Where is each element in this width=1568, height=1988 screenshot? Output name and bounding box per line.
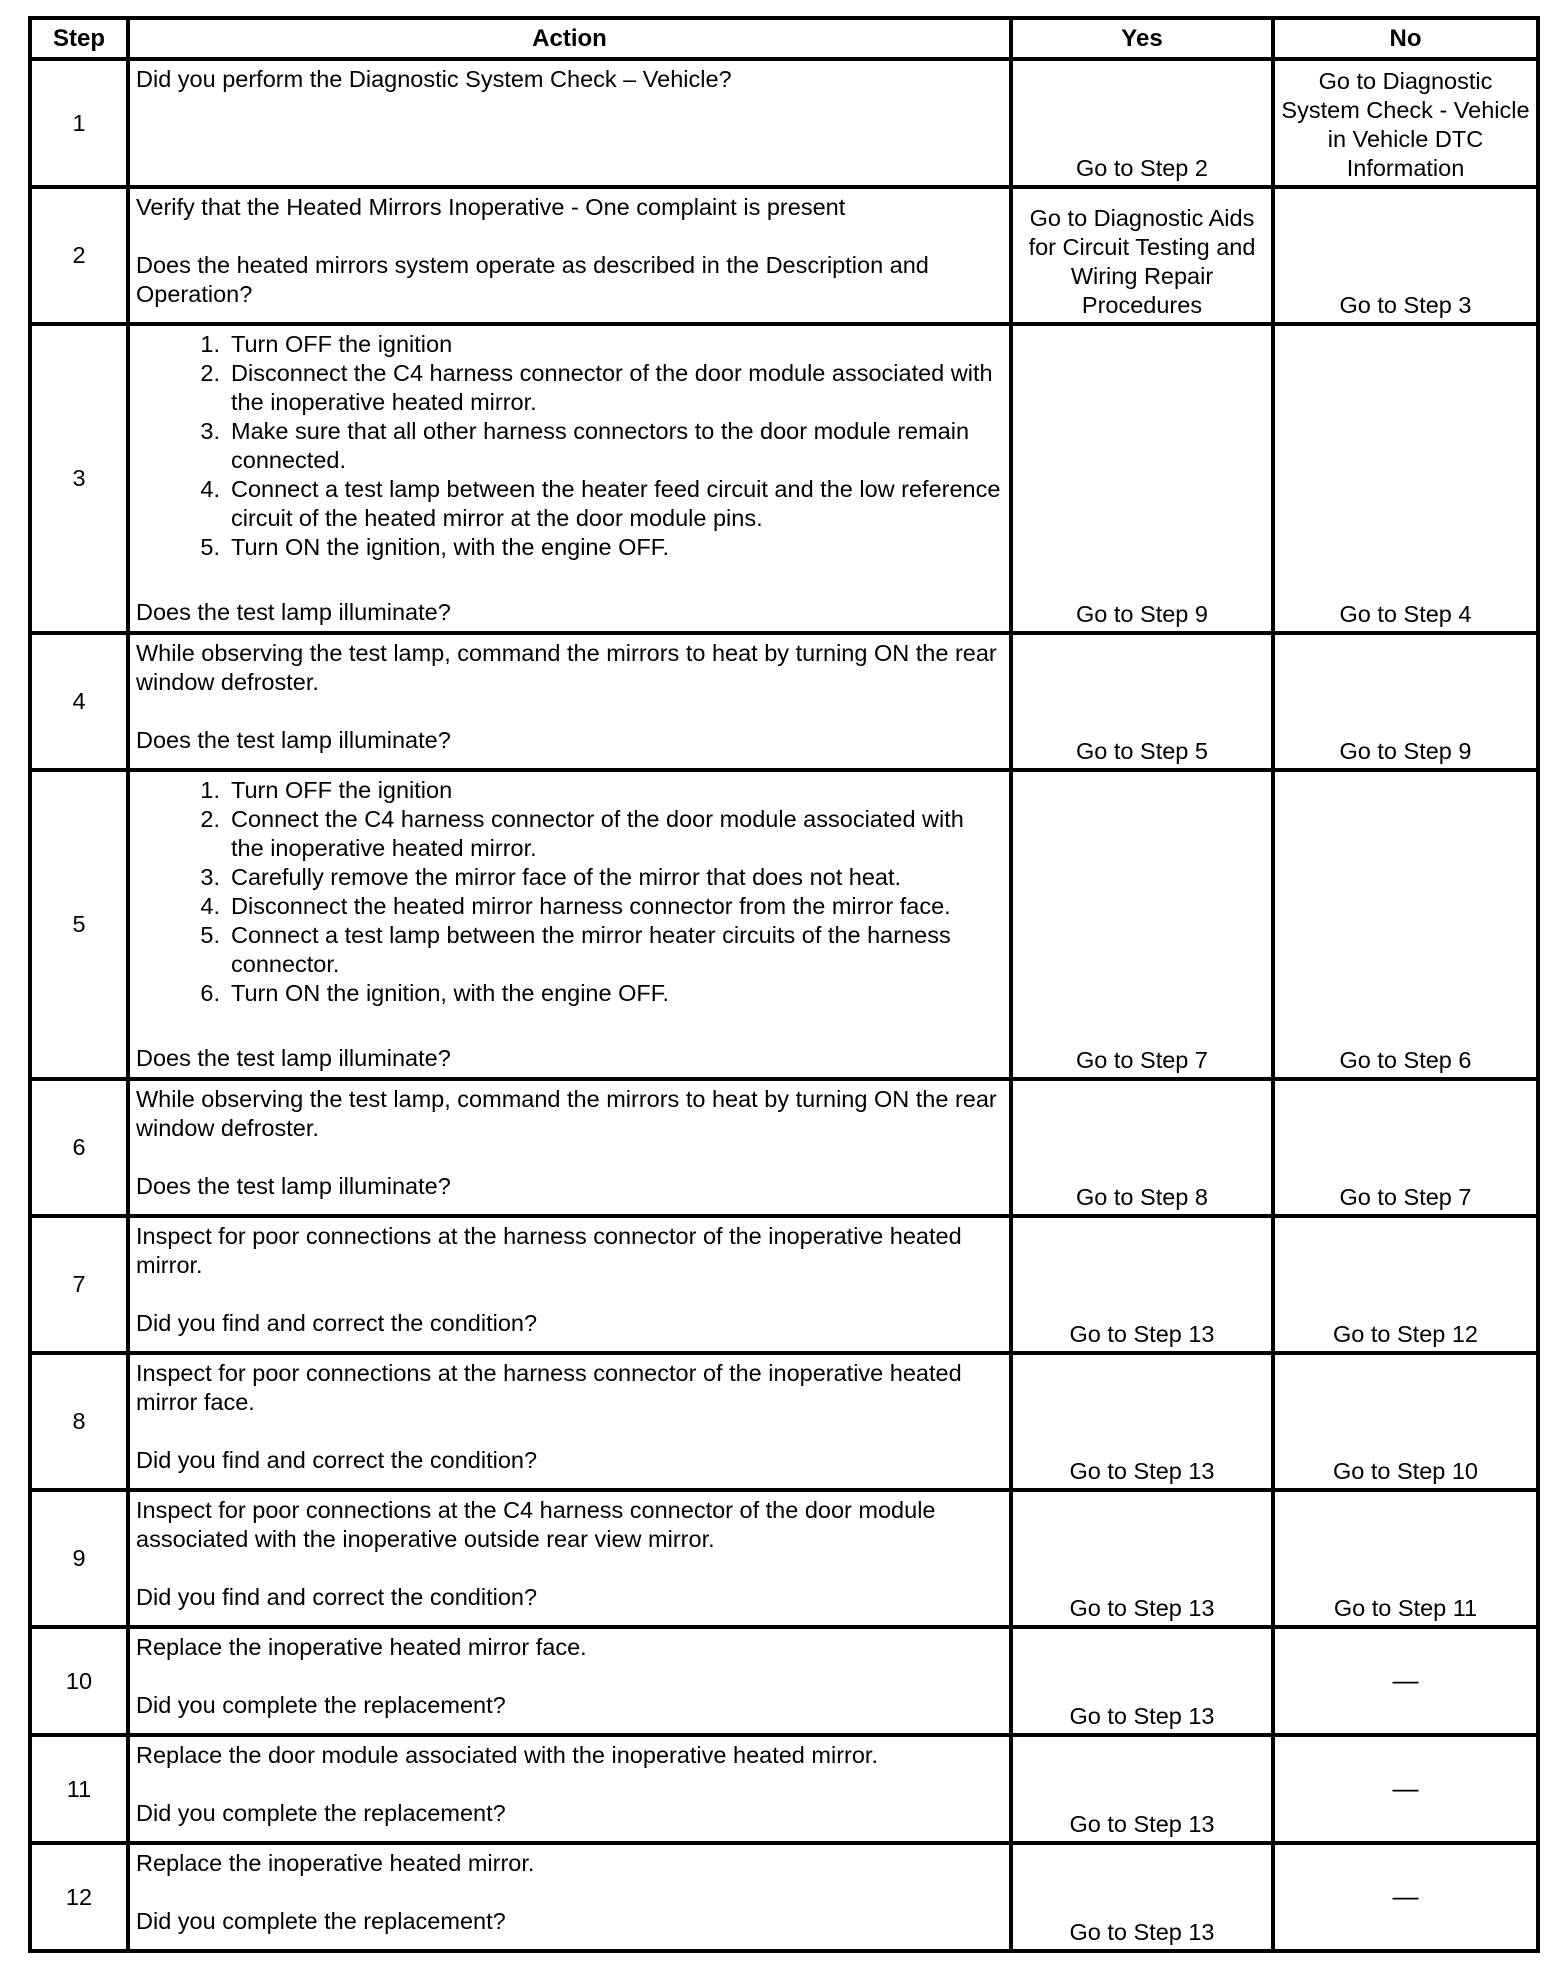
action-question: Does the test lamp illuminate?: [136, 1045, 451, 1071]
no-cell: Go to Step 3: [1273, 187, 1538, 324]
action-question: Did you find and correct the condition?: [136, 1310, 538, 1336]
no-cell: Go to Diagnostic System Check - Vehicle in Vehicle DTC Information: [1273, 59, 1538, 187]
list-item: 2. Connect the C4 harness connector of the door module associated with the inoperative heated mirror.: [200, 806, 964, 861]
action-text: Verify that the Heated Mirrors Inoperative - One complaint is present: [136, 194, 846, 220]
table-row: [30, 633, 1538, 770]
list-item: 1. Turn OFF the ignition: [200, 777, 453, 803]
action-cell: [128, 324, 1011, 633]
action-question: Does the test lamp illuminate?: [136, 599, 451, 625]
no-cell: Go to Step 7: [1273, 1079, 1538, 1216]
table-row: [30, 770, 1538, 1079]
action-text: While observing the test lamp, command the mirrors to heat by turning ON the rear window defroster.: [136, 1086, 997, 1141]
no-cell: —: [1273, 1627, 1538, 1735]
action-question: Did you complete the replacement?: [136, 1908, 506, 1934]
list-item: 5. Turn ON the ignition, with the engine OFF.: [200, 534, 670, 560]
no-cell: Go to Step 10: [1273, 1353, 1538, 1490]
table-row: [30, 324, 1538, 633]
action-cell: [128, 59, 1011, 187]
step-number: 4: [30, 633, 128, 770]
action-question: Does the test lamp illuminate?: [136, 1173, 451, 1199]
step-number: 5: [30, 770, 128, 1079]
action-text: Replace the inoperative heated mirror face.: [136, 1634, 587, 1660]
yes-cell: Go to Step 13: [1011, 1490, 1273, 1627]
step-number: 12: [30, 1843, 128, 1951]
action-cell: [128, 633, 1011, 770]
list-item: 5. Connect a test lamp between the mirror heater circuits of the harness connector.: [200, 922, 951, 977]
action-text: Inspect for poor connections at the C4 harness connector of the door module associated with the inoperative outside rear view mirror.: [136, 1497, 936, 1552]
action-question: Did you find and correct the condition?: [136, 1447, 538, 1473]
action-cell: [128, 1490, 1011, 1627]
action-question: Does the test lamp illuminate?: [136, 727, 451, 753]
no-cell: Go to Step 6: [1273, 770, 1538, 1079]
step-number: 1: [30, 59, 128, 187]
diagnostic-table: [28, 16, 1540, 1953]
action-text: Replace the inoperative heated mirror.: [136, 1850, 535, 1876]
table-row: [30, 59, 1538, 187]
action-cell: [128, 1353, 1011, 1490]
yes-cell: Go to Step 2: [1011, 59, 1273, 187]
header-yes: Yes: [1011, 18, 1273, 59]
step-number: 11: [30, 1735, 128, 1843]
header-action: Action: [128, 18, 1011, 59]
no-cell: Go to Step 12: [1273, 1216, 1538, 1353]
action-question: Did you complete the replacement?: [136, 1800, 506, 1826]
step-number: 7: [30, 1216, 128, 1353]
action-cell: [128, 1079, 1011, 1216]
action-cell: [128, 1216, 1011, 1353]
yes-cell: Go to Step 13: [1011, 1216, 1273, 1353]
action-text: Did you perform the Diagnostic System Check – Vehicle?: [136, 66, 732, 92]
action-cell: [128, 187, 1011, 324]
action-question: Did you complete the replacement?: [136, 1692, 506, 1718]
no-cell: Go to Step 4: [1273, 324, 1538, 633]
yes-cell: Go to Step 13: [1011, 1843, 1273, 1951]
action-steps-list: [136, 776, 1003, 1008]
table-row: [30, 187, 1538, 324]
header-row: [30, 18, 1538, 59]
table-row: [30, 1843, 1538, 1951]
table-row: [30, 1627, 1538, 1735]
action-question: Did you find and correct the condition?: [136, 1584, 538, 1610]
list-item: 3. Make sure that all other harness connectors to the door module remain connected.: [200, 418, 970, 473]
no-cell: —: [1273, 1735, 1538, 1843]
action-cell: [128, 1735, 1011, 1843]
action-steps-list: [136, 330, 1003, 562]
list-item: 1. Turn OFF the ignition: [200, 331, 453, 357]
step-number: 3: [30, 324, 128, 633]
action-cell: [128, 1843, 1011, 1951]
table-row: [30, 1216, 1538, 1353]
no-cell: —: [1273, 1843, 1538, 1951]
action-text: Replace the door module associated with the inoperative heated mirror.: [136, 1742, 878, 1768]
yes-cell: Go to Step 13: [1011, 1735, 1273, 1843]
yes-cell: Go to Step 13: [1011, 1353, 1273, 1490]
action-question: Does the heated mirrors system operate as described in the Description and Operation?: [136, 252, 929, 307]
yes-cell: Go to Diagnostic Aids for Circuit Testing and Wiring Repair Procedures: [1011, 187, 1273, 324]
table-row: [30, 1490, 1538, 1627]
yes-cell: Go to Step 5: [1011, 633, 1273, 770]
yes-cell: Go to Step 9: [1011, 324, 1273, 633]
list-item: 2. Disconnect the C4 harness connector of the door module associated with the inoperative heated mirror.: [200, 360, 993, 415]
table-row: [30, 1735, 1538, 1843]
header-no: No: [1273, 18, 1538, 59]
no-cell: Go to Step 11: [1273, 1490, 1538, 1627]
action-text: Inspect for poor connections at the harness connector of the inoperative heated mirror.: [136, 1223, 962, 1278]
yes-cell: Go to Step 13: [1011, 1627, 1273, 1735]
step-number: 10: [30, 1627, 128, 1735]
action-cell: [128, 1627, 1011, 1735]
table-row: [30, 1079, 1538, 1216]
list-item: 4. Connect a test lamp between the heater feed circuit and the low reference circuit of the heated mirror at the door module pins.: [200, 476, 1001, 531]
yes-cell: Go to Step 8: [1011, 1079, 1273, 1216]
step-number: 6: [30, 1079, 128, 1216]
action-cell: [128, 770, 1011, 1079]
yes-cell: Go to Step 7: [1011, 770, 1273, 1079]
table-row: [30, 1353, 1538, 1490]
list-item: 6. Turn ON the ignition, with the engine OFF.: [200, 980, 670, 1006]
step-number: 9: [30, 1490, 128, 1627]
no-cell: Go to Step 9: [1273, 633, 1538, 770]
action-text: While observing the test lamp, command the mirrors to heat by turning ON the rear window defroster.: [136, 640, 997, 695]
list-item: 3. Carefully remove the mirror face of the mirror that does not heat.: [200, 864, 902, 890]
step-number: 2: [30, 187, 128, 324]
action-text: Inspect for poor connections at the harness connector of the inoperative heated mirror face.: [136, 1360, 962, 1415]
step-number: 8: [30, 1353, 128, 1490]
header-step: Step: [30, 18, 128, 59]
list-item: 4. Disconnect the heated mirror harness connector from the mirror face.: [200, 893, 951, 919]
